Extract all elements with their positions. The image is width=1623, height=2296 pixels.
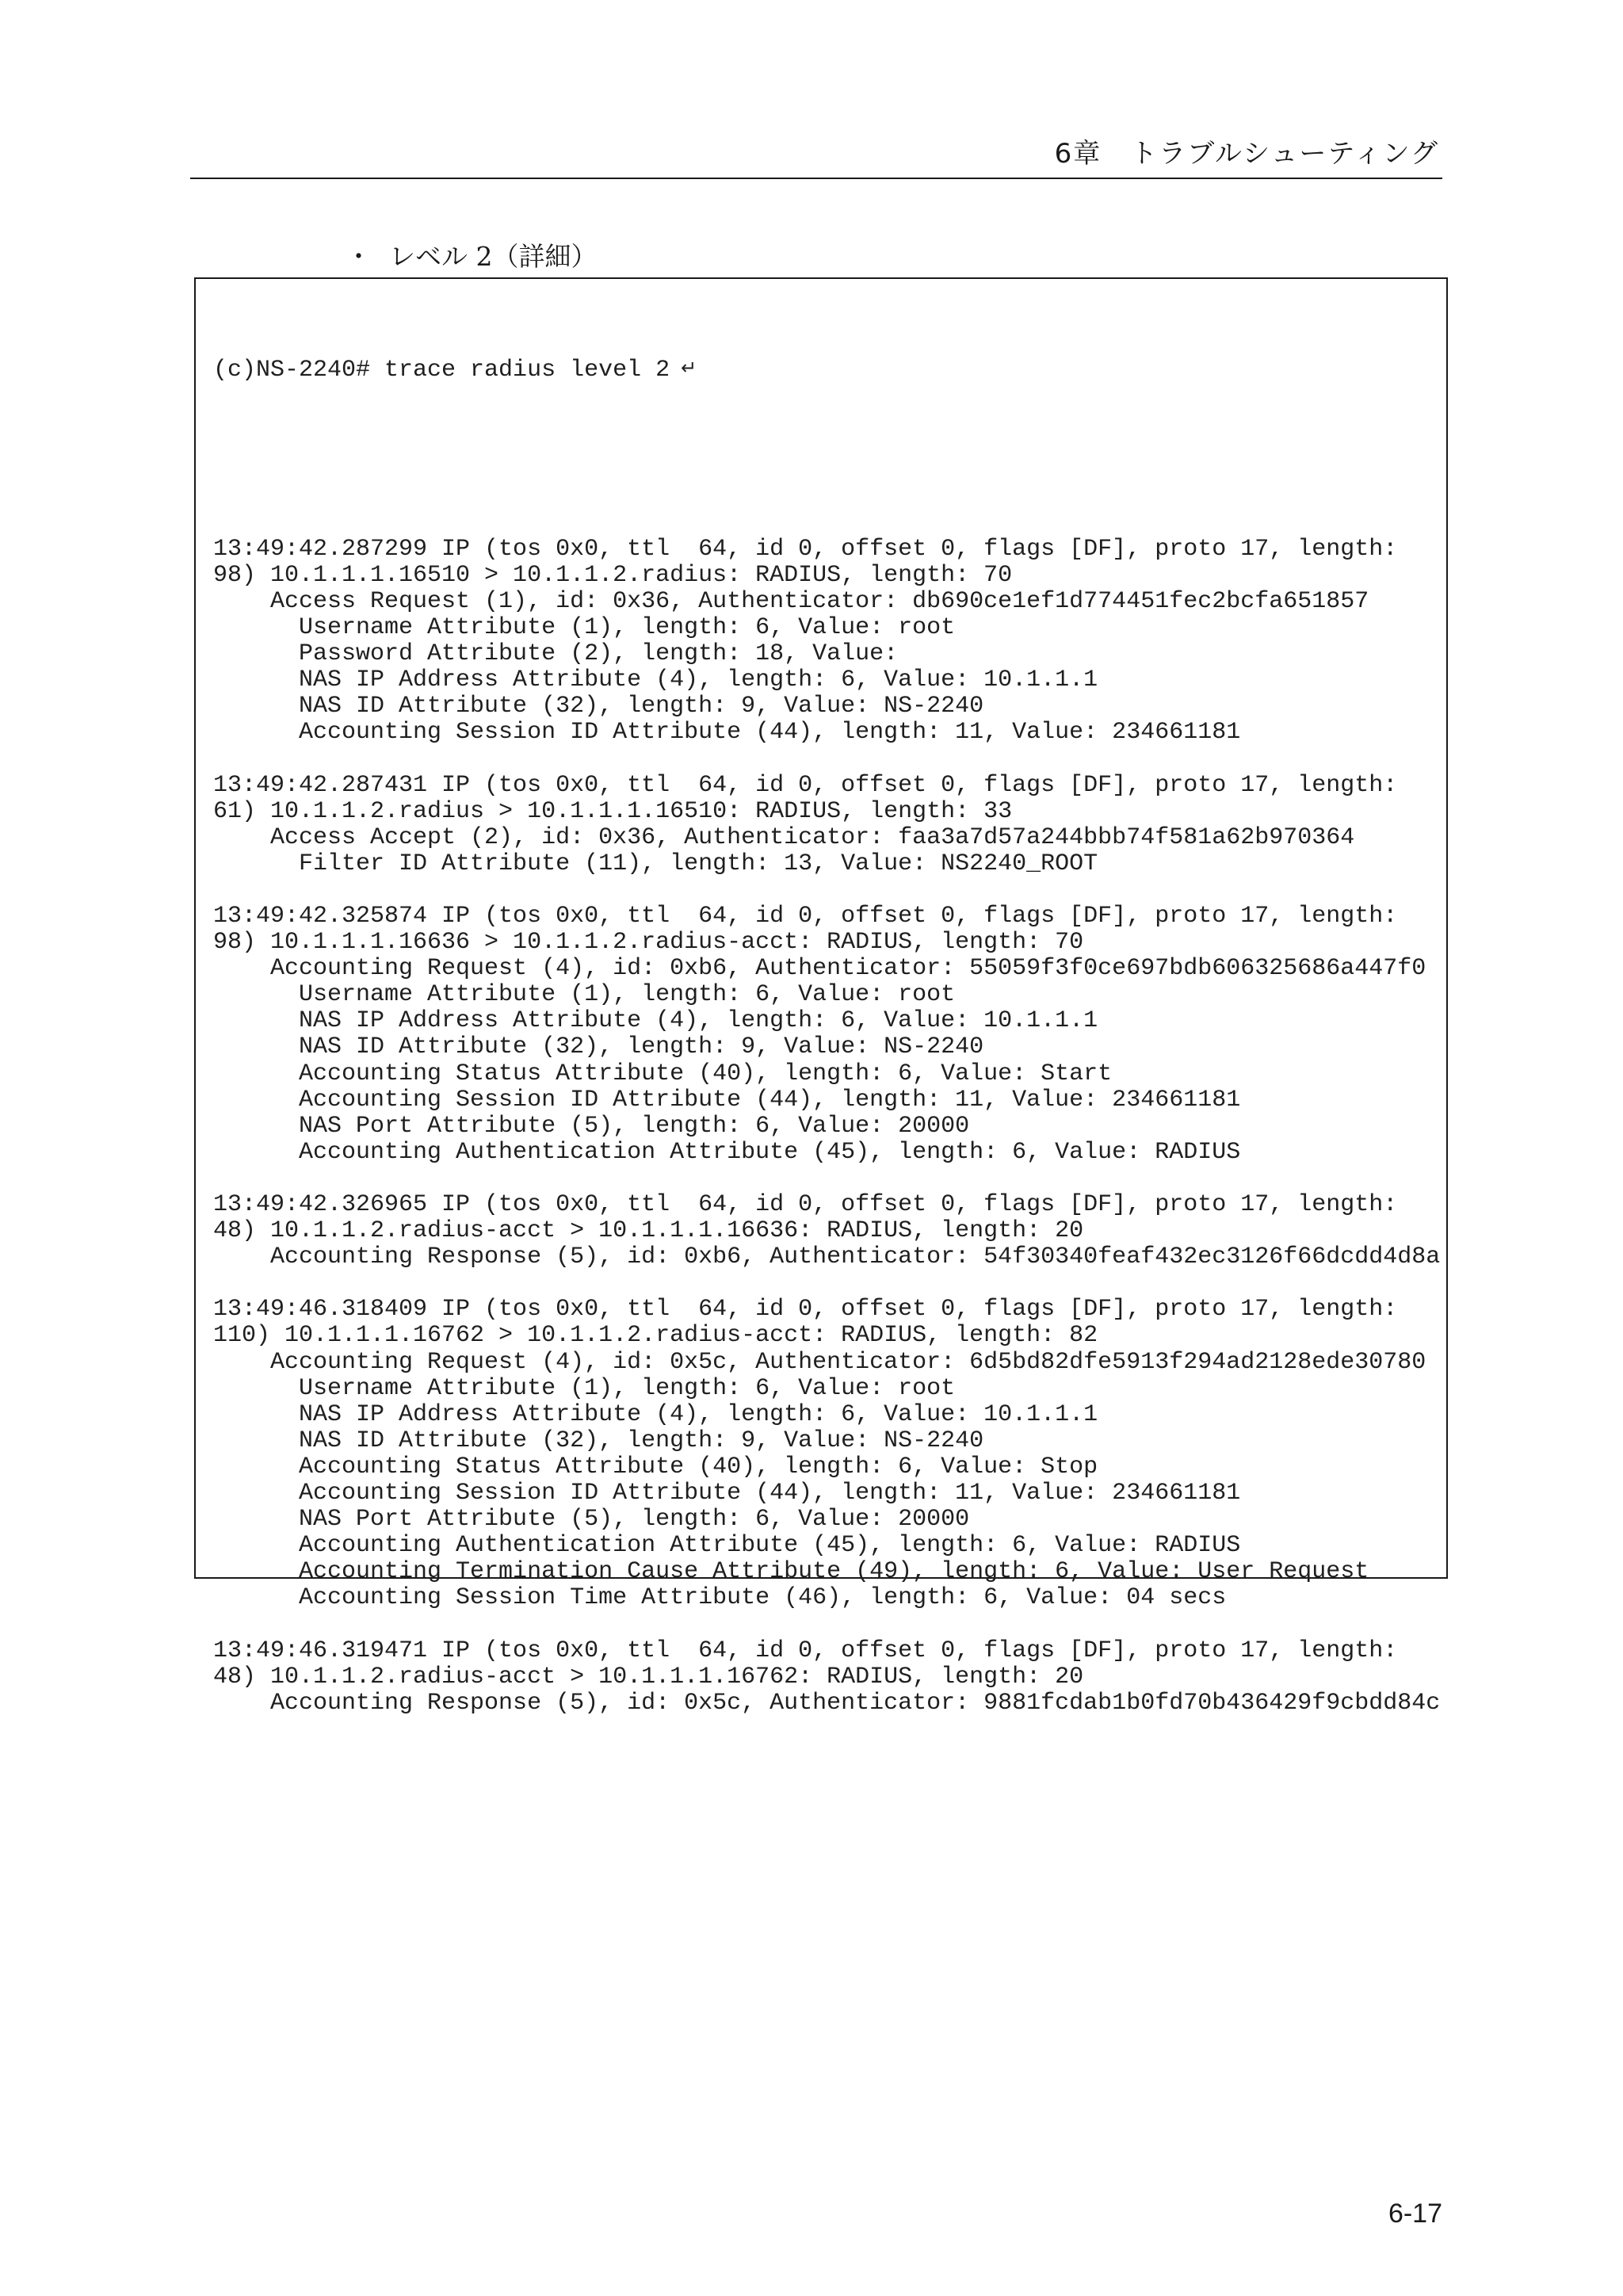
packet-trace-block <box>213 773 1440 877</box>
trace-line: Password Attribute (2), length: 18, Value: <box>213 640 899 668</box>
trace-line: Accounting Authentication Attribute (45), length: 6, Value: RADIUS <box>213 1532 1241 1560</box>
trace-line: Accounting Status Attribute (40), length: 6, Value: Start <box>213 1060 1113 1087</box>
trace-line: Access Request (1), id: 0x36, Authenticator: db690ce1ef1d774451fec2bcfa651857 <box>213 587 1369 615</box>
trace-line: Accounting Session ID Attribute (44), length: 11, Value: 234661181 <box>213 1086 1241 1114</box>
trace-line: 13:49:42.325874 IP (tos 0x0, ttl 64, id 0, offset 0, flags [DF], proto 17, length: <box>213 902 1398 930</box>
trace-line: Username Attribute (1), length: 6, Value: root <box>213 981 956 1009</box>
trace-line: 13:49:42.326965 IP (tos 0x0, ttl 64, id 0, offset 0, flags [DF], proto 17, length: <box>213 1191 1398 1218</box>
packet-trace-blocks <box>213 537 1440 1717</box>
trace-line: Accounting Session Time Attribute (46), length: 6, Value: 04 secs <box>213 1584 1227 1612</box>
trace-line: NAS IP Address Attribute (4), length: 6, Value: 10.1.1.1 <box>213 667 1098 694</box>
trace-line: Accounting Session ID Attribute (44), length: 11, Value: 234661181 <box>213 1480 1241 1507</box>
trace-line: 13:49:46.319471 IP (tos 0x0, ttl 64, id 0, offset 0, flags [DF], proto 17, length: <box>213 1637 1398 1664</box>
trace-line: 13:49:46.318409 IP (tos 0x0, ttl 64, id 0, offset 0, flags [DF], proto 17, length: <box>213 1296 1398 1324</box>
trace-line: NAS Port Attribute (5), length: 6, Value: 20000 <box>213 1112 970 1140</box>
section-heading-text: レベル 2（詳細） <box>389 241 598 272</box>
trace-line: NAS ID Attribute (32), length: 9, Value: NS-2240 <box>213 1427 984 1454</box>
command-text: (c)NS-2240# trace radius level 2 <box>213 357 670 384</box>
packet-trace-block <box>213 1297 1440 1611</box>
bullet-mark: ・ <box>346 241 372 272</box>
packet-trace-block <box>213 904 1440 1166</box>
trace-line: Access Accept (2), id: 0x36, Authenticator: faa3a7d57a244bbb74f581a62b970364 <box>213 823 1355 851</box>
trace-line: 98) 10.1.1.1.16510 > 10.1.1.2.radius: RADIUS, length: 70 <box>213 561 1013 589</box>
spacer <box>213 434 1440 483</box>
trace-line: Accounting Response (5), id: 0xb6, Authenticator: 54f30340feaf432ec3126f66dcdd4d8a <box>213 1244 1441 1271</box>
trace-line: Accounting Authentication Attribute (45), length: 6, Value: RADIUS <box>213 1138 1241 1166</box>
trace-line: Accounting Request (4), id: 0xb6, Authenticator: 55059f3f0ce697bdb606325686a447f0 <box>213 955 1426 983</box>
spacer <box>213 1166 1440 1192</box>
trace-line: 48) 10.1.1.2.radius-acct > 10.1.1.1.16762: RADIUS, length: 20 <box>213 1663 1084 1690</box>
trace-line: Accounting Session ID Attribute (44), length: 11, Value: 234661181 <box>213 719 1241 747</box>
spacer <box>213 1612 1440 1638</box>
trace-line: 48) 10.1.1.2.radius-acct > 10.1.1.1.16636: RADIUS, length: 20 <box>213 1217 1084 1245</box>
chapter-title: 6章 トラブルシューティング <box>1054 138 1439 170</box>
trace-line: Accounting Termination Cause Attribute (49), length: 6, Value: User Request <box>213 1558 1369 1586</box>
trace-line: 13:49:42.287431 IP (tos 0x0, ttl 64, id 0, offset 0, flags [DF], proto 17, length: <box>213 771 1398 799</box>
trace-line: Accounting Status Attribute (40), length: 6, Value: Stop <box>213 1453 1098 1480</box>
trace-line: NAS Port Attribute (5), length: 6, Value: 20000 <box>213 1506 970 1534</box>
trace-line: 110) 10.1.1.1.16762 > 10.1.1.2.radius-acct: RADIUS, length: 82 <box>213 1322 1098 1350</box>
trace-line: 98) 10.1.1.1.16636 > 10.1.1.2.radius-acct: RADIUS, length: 70 <box>213 929 1084 957</box>
spacer <box>213 1270 1440 1297</box>
trace-line: Accounting Request (4), id: 0x5c, Authenticator: 6d5bd82dfe5913f294ad2128ede30780 <box>213 1348 1426 1376</box>
spacer <box>213 877 1440 904</box>
trace-line: NAS ID Attribute (32), length: 9, Value: NS-2240 <box>213 693 984 720</box>
trace-line: Filter ID Attribute (11), length: 13, Value: NS2240_ROOT <box>213 850 1098 877</box>
terminal-output <box>213 303 1441 1717</box>
packet-trace-block <box>213 537 1440 747</box>
section-heading <box>346 239 598 274</box>
trace-line: NAS ID Attribute (32), length: 9, Value: NS-2240 <box>213 1033 984 1061</box>
page-number: 6-17 <box>1388 2199 1442 2229</box>
trace-line: Username Attribute (1), length: 6, Value: root <box>213 1374 956 1402</box>
command-line <box>213 355 1440 384</box>
trace-line: NAS IP Address Attribute (4), length: 6, Value: 10.1.1.1 <box>213 1007 1098 1035</box>
spacer <box>213 746 1440 772</box>
packet-trace-block <box>213 1192 1440 1270</box>
packet-trace-block <box>213 1638 1440 1717</box>
trace-line: 13:49:42.287299 IP (tos 0x0, ttl 64, id 0, offset 0, flags [DF], proto 17, length: <box>213 535 1398 563</box>
trace-line: 61) 10.1.1.2.radius > 10.1.1.1.16510: RADIUS, length: 33 <box>213 797 1013 825</box>
return-icon: ↵ <box>681 357 697 380</box>
trace-line: Username Attribute (1), length: 6, Value: root <box>213 613 956 641</box>
trace-line: NAS IP Address Attribute (4), length: 6, Value: 10.1.1.1 <box>213 1400 1098 1428</box>
trace-line: Accounting Response (5), id: 0x5c, Authenticator: 9881fcdab1b0fd70b436429f9cbdd84c <box>213 1689 1441 1717</box>
terminal-output-box <box>194 277 1448 1717</box>
chapter-header <box>190 136 1442 179</box>
